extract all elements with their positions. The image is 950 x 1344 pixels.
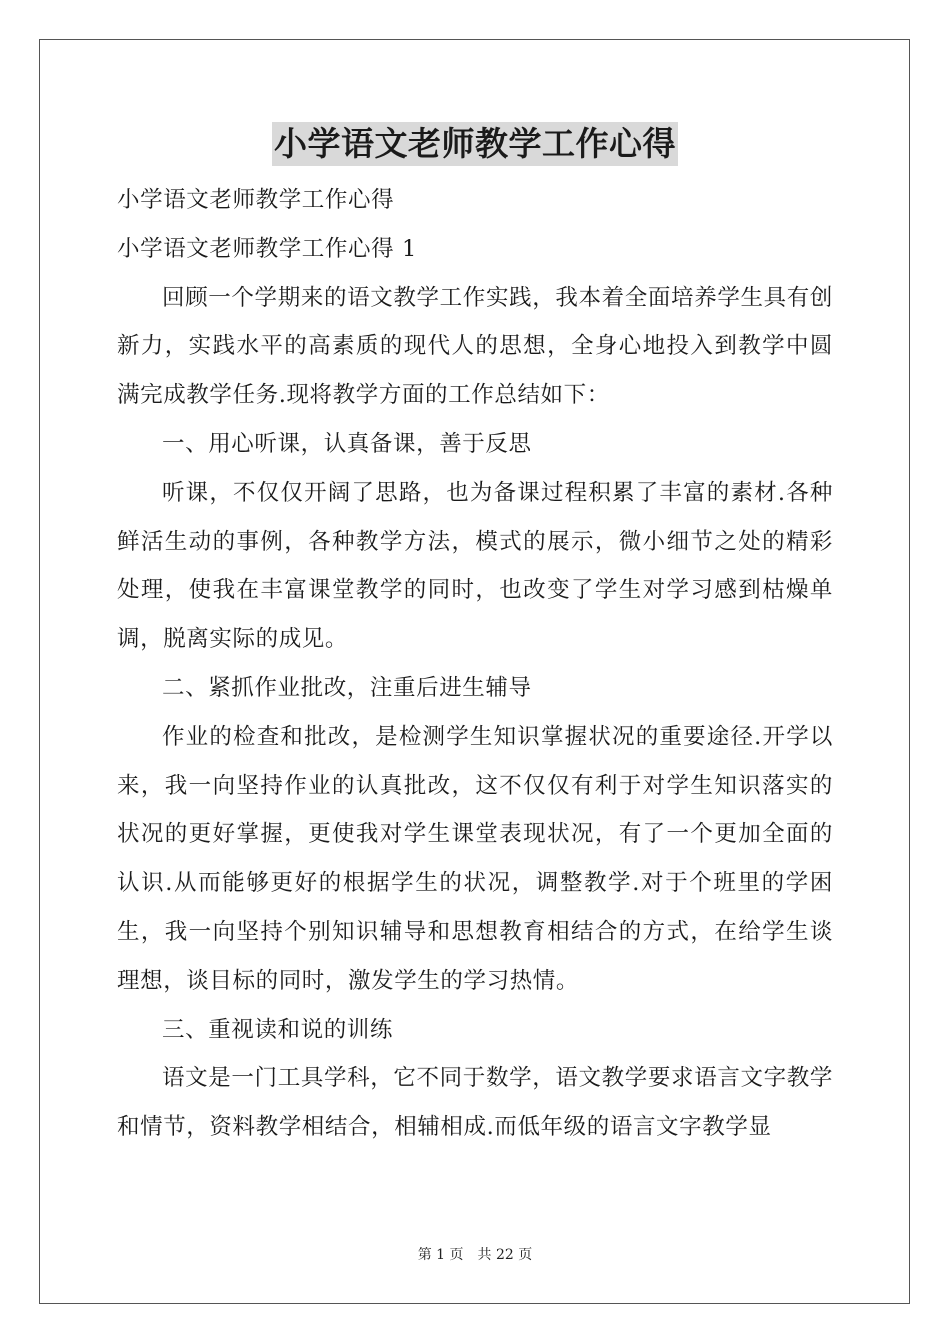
heading-2: 二、紧抓作业批改，注重后进生辅导 [162, 674, 532, 701]
paragraph-homework: 作业的检查和批改，是检测学生知识掌握状况的重要途径.开学以来，我一向坚持作业的认真批改，这不仅仅有利于对学生知识落实的状况的更好掌握，更使我对学生课堂表现状况，有了一个更加全面的认识.从而能够更好的根据学生的状况，调整教学.对于个班里的学困生，我一向坚持个别知识辅导和思想教育相结合的方式，在给学生谈理想，谈目标的同时，激发学生的学习热情。 [117, 723, 833, 994]
heading-3: 三、重视读和说的训练 [162, 1016, 394, 1043]
paragraph-listening: 听课，不仅仅开阔了思路，也为备课过程积累了丰富的素材.各种鲜活生动的事例，各种教学方法，模式的展示，微小细节之处的精彩处理，使我在丰富课堂教学的同时，也改变了学生对学习感到枯燥单调，脱离实际的成见。 [117, 479, 833, 653]
subtitle: 小学语文老师教学工作心得 [117, 187, 395, 213]
paragraph-reading: 语文是一门工具学科，它不同于数学，语文教学要求语言文字教学和情节，资料教学相结合，相辅相成.而低年级的语言文字教学显 [117, 1065, 833, 1141]
paragraph-intro: 回顾一个学期来的语文教学工作实践，我本着全面培养学生具有创新力，实践水平的高素质的现代人的思想，全身心地投入到教学中圆满完成教学任务.现将教学方面的工作总结如下： [117, 284, 833, 409]
heading-1: 一、用心听课，认真备课，善于反思 [162, 430, 532, 457]
section-title: 小学语文老师教学工作心得 1 [117, 235, 417, 262]
document-title: 小学语文老师教学工作心得 [272, 122, 678, 166]
page-footer: 第 1 页 共 22 页 [417, 1247, 533, 1263]
document-body [117, 176, 833, 1152]
title-wrap [0, 122, 950, 166]
